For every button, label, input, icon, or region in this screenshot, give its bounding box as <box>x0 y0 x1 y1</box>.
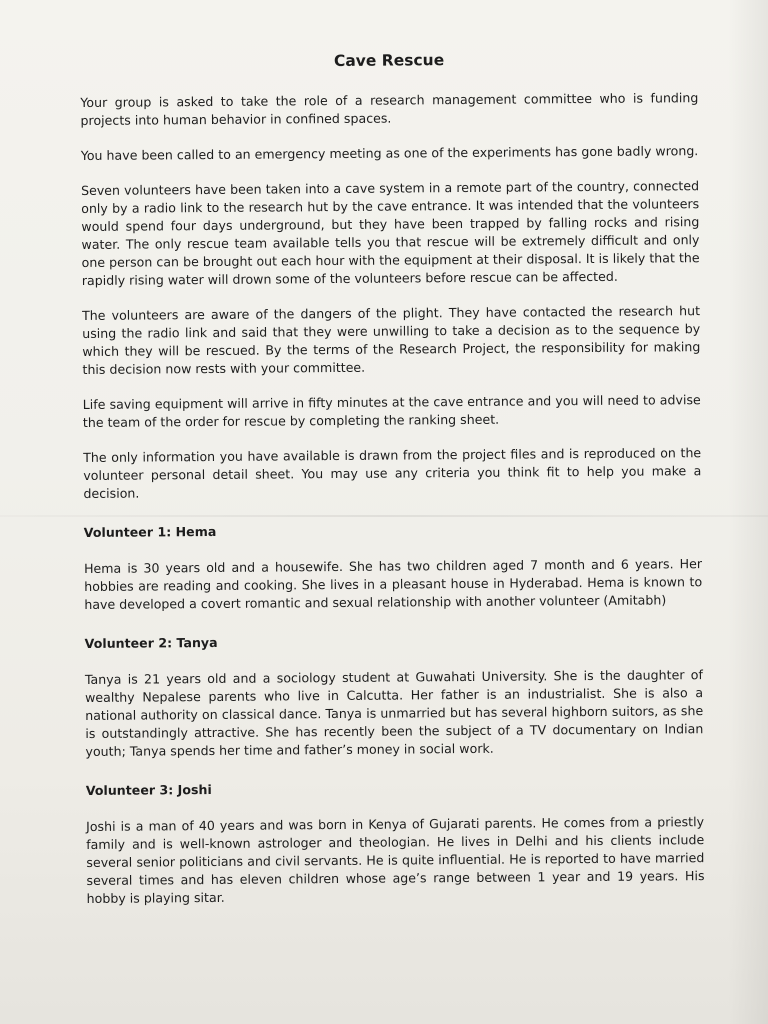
intro-paragraph-5: Life saving equipment will arrive in fifty minutes at the cave entrance and you will need to advise the team of the order for rescue by completing the ranking sheet. <box>82 392 701 430</box>
volunteer-2-heading: Volunteer 2: Tanya <box>84 634 218 651</box>
intro-paragraph-3: Seven volunteers have been taken into a cave system in a remote part of the country, connected only by a radio link to the research hut by the cave entrance. It was intended that the volunteers would spend four days underground, but they have been trapped by falling rocks and rising water. The only rescue team available tells you that rescue will be extremely difficult and only one person can be brought out each hour with the equipment at their disposal. It is likely that the rapidly rising water will drown some of the volunteers before rescue can be affected. <box>81 178 700 288</box>
volunteer-1-heading: Volunteer 1: Hema <box>83 523 217 540</box>
intro-paragraph-1: Your group is asked to take the role of a research management committee who is funding projects into human behavior in confined spaces. <box>80 90 699 128</box>
volunteer-2-description: Tanya is 21 years old and a sociology student at Guwahati University. She is the daughter of wealthy Nepalese parents who live in Calcutta. Her father is an industrialist. She is also a national authority on classical dance. Tanya is unmarried but has several highborn suitors, as she is outstandingly attractive. She has recently been the subject of a TV documentary on Indian youth; Tanya spends her time and father’s money in social work. <box>84 667 704 759</box>
volunteer-3-heading: Volunteer 3: Joshi <box>85 781 212 798</box>
paper-edge-shadow <box>728 0 768 1024</box>
page-title: Cave Rescue <box>333 51 445 71</box>
volunteer-1-description: Hema is 30 years old and a housewife. She has two children aged 7 month and 6 years. Her hobbies are reading and cooking. She lives in a pleasant house in Hyderabad. Hema is known to have developed a covert romantic and sexual relationship with another volunteer (Amitabh) <box>83 556 703 612</box>
volunteer-3-description: Joshi is a man of 40 years and was born in Kenya of Gujarati parents. He comes from a priestly family and is well-known astrologer and theologian. He lives in Delhi and his clients include several senior politicians and civil servants. He is quite influential. He is reported to have married several times and has eleven children whose age’s range between 1 year and 19 years. His hobby is playing sitar. <box>86 814 705 906</box>
intro-paragraph-2: You have been called to an emergency meeting as one of the experiments has gone badly wrong. <box>80 143 699 163</box>
intro-paragraph-6: The only information you have available is drawn from the project files and is reproduced on the volunteer personal detail sheet. You may use any criteria you think fit to help you make a decision. <box>83 445 702 501</box>
intro-paragraph-4: The volunteers are aware of the dangers of the plight. They have contacted the research hut using the radio link and said that they were unwilling to take a decision as to the sequence by which they will be rescued. By the terms of the Research Project, the responsibility for making this decision now rests with your committee. <box>81 303 701 377</box>
document-body <box>80 49 705 908</box>
